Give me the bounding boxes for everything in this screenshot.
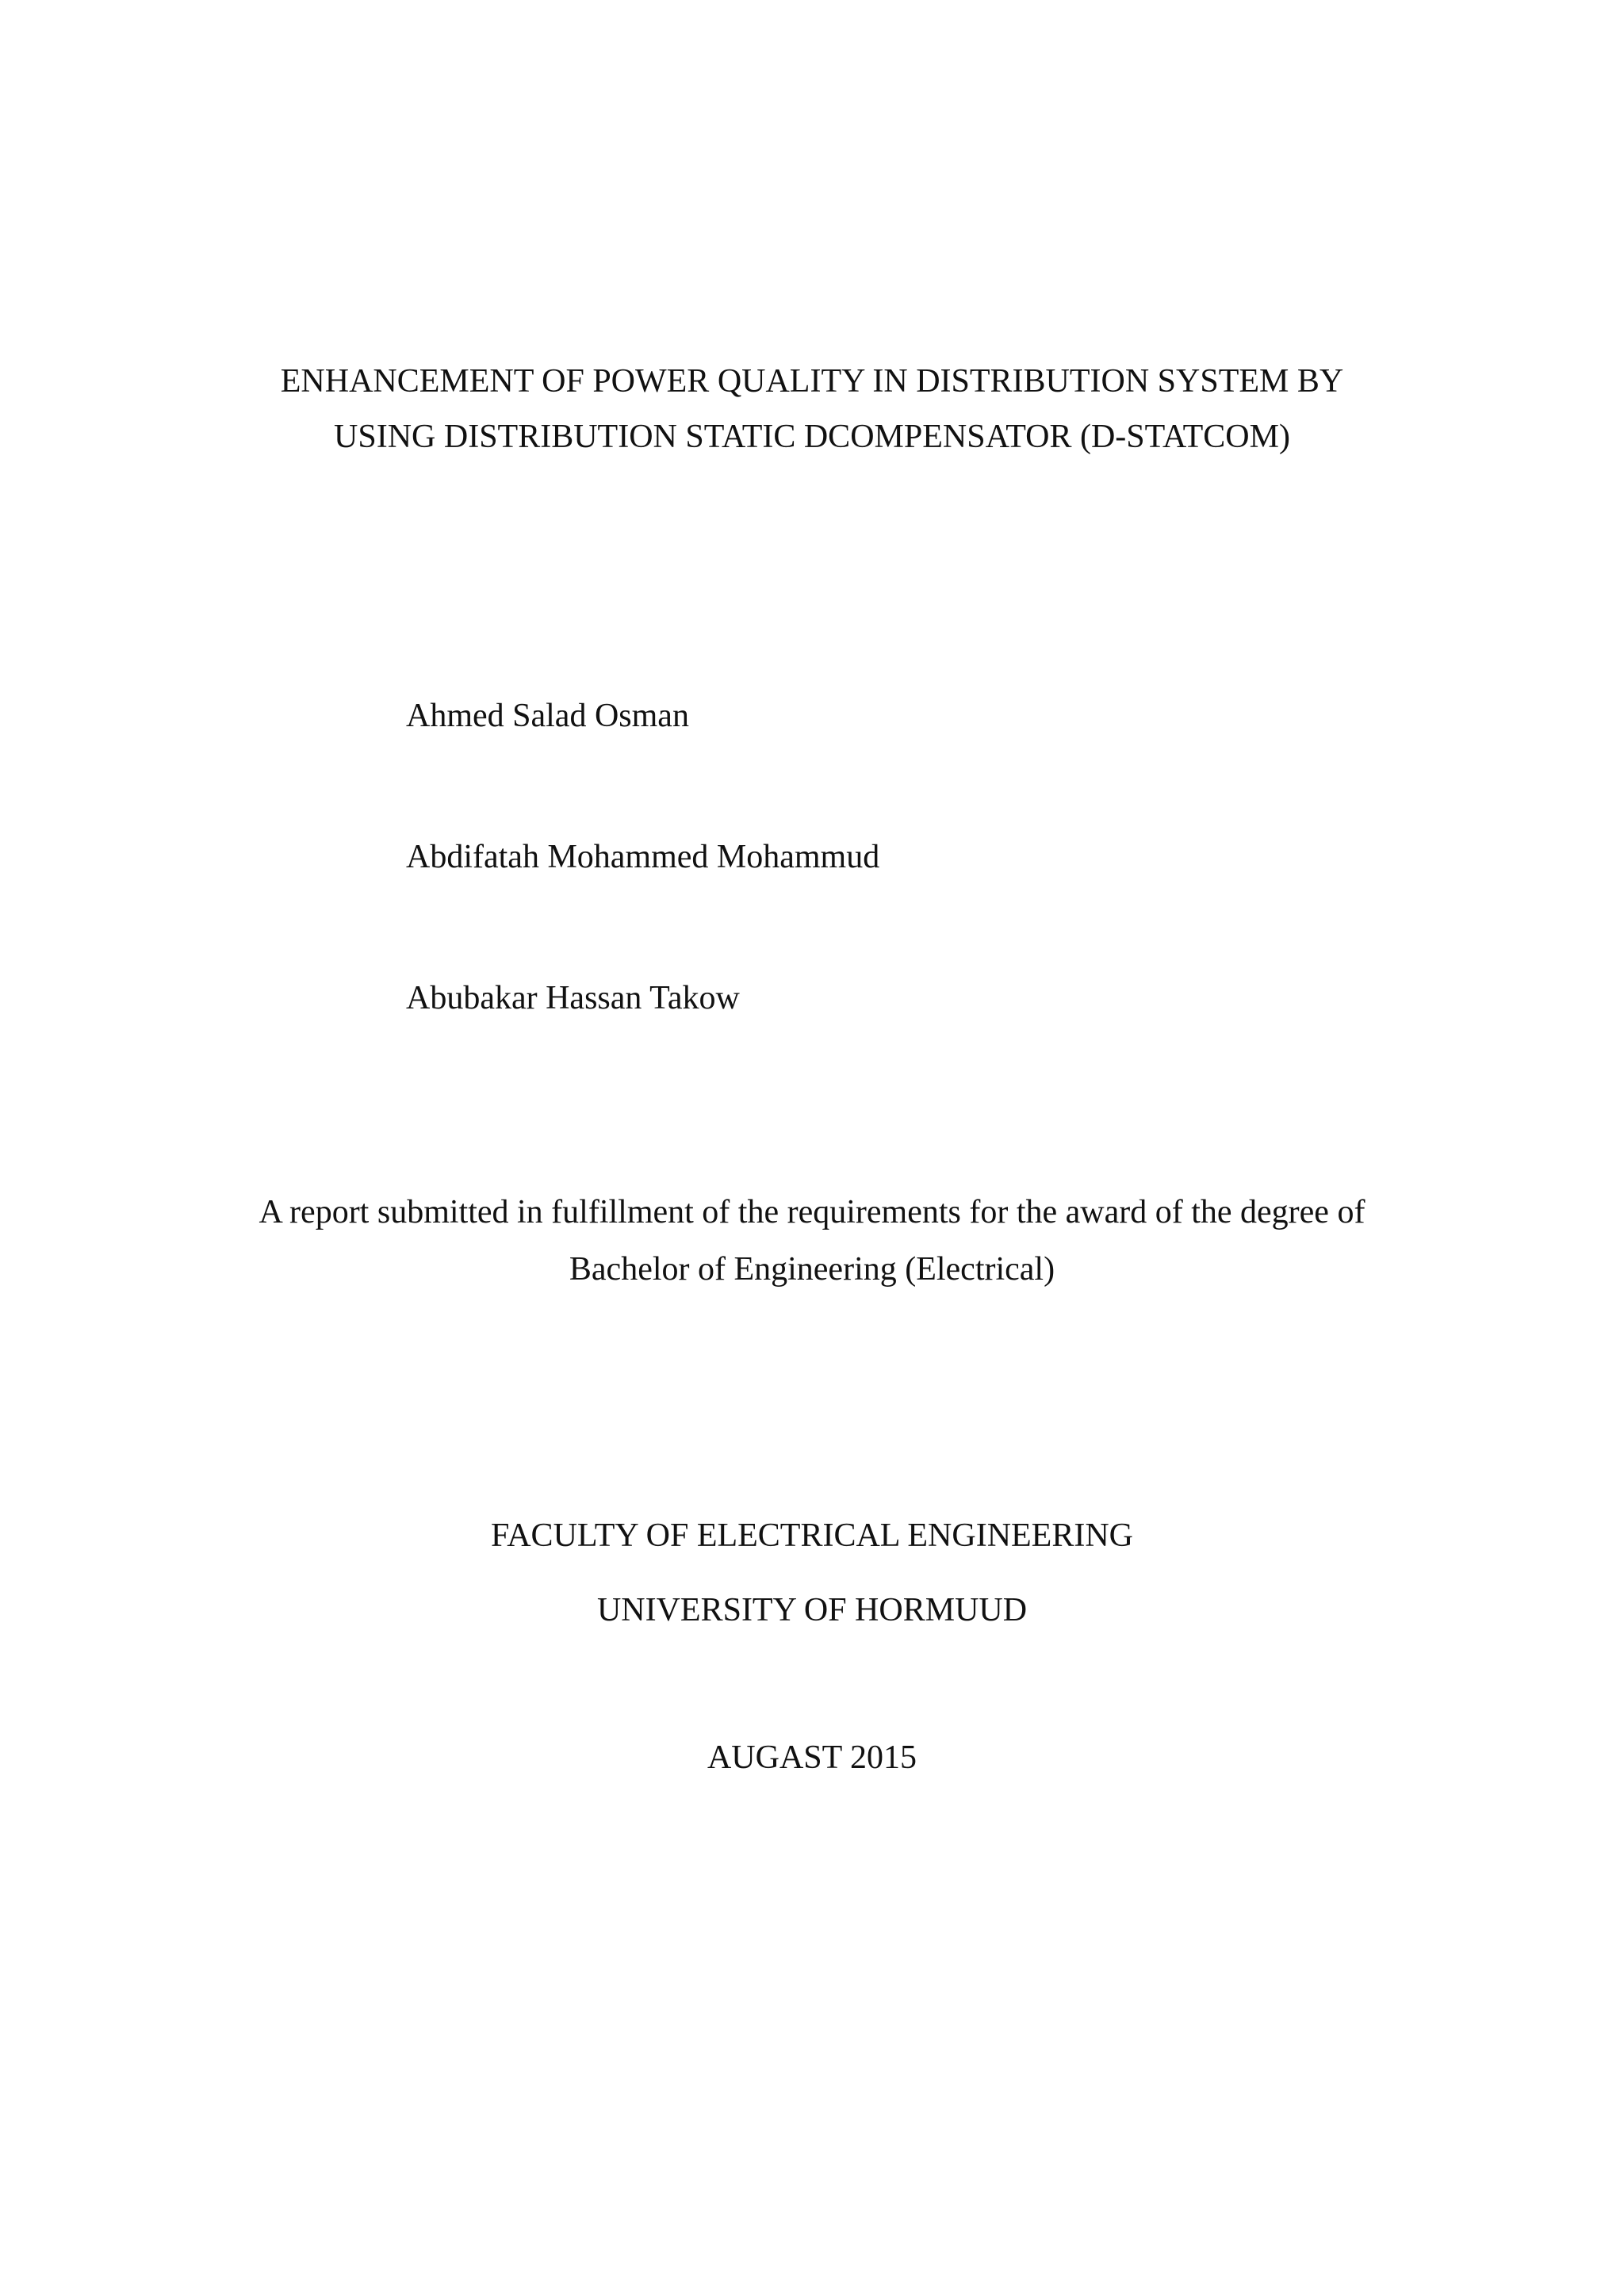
thesis-title-line-1: ENHANCEMENT OF POWER QUALITY IN DISTRIBUTION SYSTEM BY — [280, 363, 1344, 400]
submission-date: AUGAST 2015 — [707, 1739, 917, 1776]
submission-statement-line-2: Bachelor of Engineering (Electrical) — [569, 1251, 1055, 1288]
thesis-title-line-2: USING DISTRIBUTION STATIC DCOMPENSATOR (D-STATCOM) — [334, 419, 1290, 455]
author-name: Abubakar Hassan Takow — [406, 980, 740, 1016]
submission-statement-line-1: A report submitted in fulfillment of the requirements for the award of the degree of — [259, 1194, 1365, 1230]
university-name: UNIVERSITY OF HORMUUD — [596, 1592, 1028, 1628]
author-name: Ahmed Salad Osman — [406, 698, 689, 734]
faculty-name: FACULTY OF ELECTRICAL ENGINEERING — [490, 1517, 1134, 1554]
author-name: Abdifatah Mohammed Mohammud — [406, 839, 880, 875]
